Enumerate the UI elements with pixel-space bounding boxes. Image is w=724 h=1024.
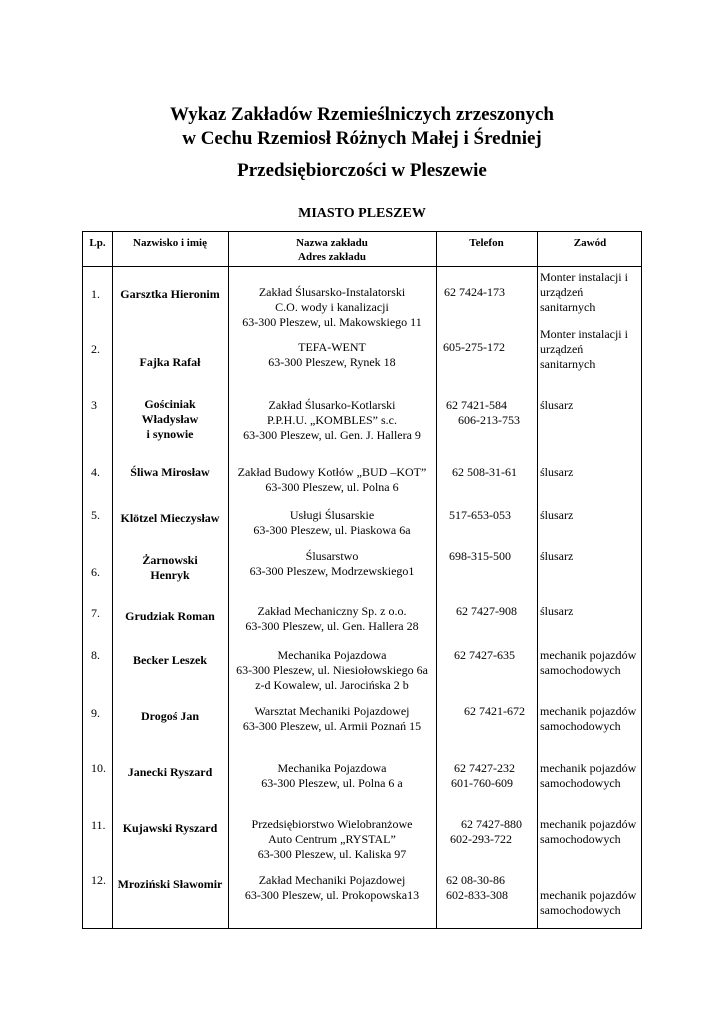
owner-name [112, 609, 228, 624]
company-address-line: 63-300 Pleszew, ul. Piaskowa 6a [253, 523, 411, 537]
row-number: 2. [91, 342, 100, 356]
company-address [228, 873, 436, 903]
trade [540, 549, 573, 564]
company-address-line: C.O. wody i kanalizacji [275, 300, 389, 314]
phone-number: 62 08-30-86 [446, 873, 505, 887]
owner-name-line: Śliwa Mirosław [130, 465, 210, 479]
trade-line: ślusarz [540, 508, 574, 522]
company-address-line: 63-300 Pleszew, Rynek 18 [268, 355, 396, 369]
trade-line: sanitarnych [540, 300, 596, 314]
header-phone: Telefon [469, 237, 504, 249]
owner-name-line: Żarnowski [142, 553, 198, 567]
row-number: 10. [91, 761, 106, 775]
trade-line: sanitarnych [540, 357, 596, 371]
trade-line: samochodowych [540, 903, 621, 917]
row-number: 4. [91, 465, 100, 479]
trade [540, 604, 573, 619]
trade-line: ślusarz [540, 604, 574, 618]
phone-number: 602-833-308 [446, 888, 508, 902]
trade [540, 648, 636, 678]
phone-number: 62 7427-908 [456, 604, 517, 618]
owner-name [112, 465, 228, 480]
company-address-line: Mechanika Pojazdowa [277, 648, 387, 662]
company-address-line: P.P.H.U. „KOMBLES” s.c. [266, 413, 397, 427]
trade-line: Monter instalacji i [540, 270, 628, 284]
trade [540, 270, 628, 315]
company-address-line: Przedsiębiorstwo Wielobranżowe [251, 817, 413, 831]
document-title-line-2: w Cechu Rzemiosł Różnych Małej i Średniej [182, 128, 542, 149]
trade-line: mechanik pojazdów [540, 761, 637, 775]
header-name: Nazwisko i imię [133, 237, 207, 249]
company-address-line: 63-300 Pleszew, ul. Armii Poznań 15 [242, 719, 422, 733]
owner-name [112, 821, 228, 836]
row-number: 11. [91, 818, 106, 832]
header-trade: Zawód [573, 237, 607, 249]
phone-number: 62 7421-584 [446, 398, 507, 412]
trade [540, 327, 628, 372]
trade-line: samochodowych [540, 663, 621, 677]
trade-line: urządzeń [540, 285, 584, 299]
owner-name [112, 709, 228, 724]
trade [540, 465, 573, 480]
owner-name-line: Henryk [150, 568, 190, 582]
trade [540, 398, 573, 413]
trade-line: mechanik pojazdów [540, 817, 637, 831]
company-address [228, 648, 436, 693]
section-subtitle: MIASTO PLESZEW [298, 206, 426, 221]
header-divider [83, 266, 641, 267]
trade-line: mechanik pojazdów [540, 648, 637, 662]
company-address-line: Zakład Ślusarsko-Instalatorski [258, 285, 406, 299]
header-company-line-1: Nazwa zakładu [296, 237, 368, 249]
owner-name-line: i synowie [146, 427, 194, 441]
company-address-line: 63-300 Pleszew, ul. Gen. J. Hallera 9 [243, 428, 421, 442]
owner-name-line: Garsztka Hieronim [120, 287, 220, 301]
company-address [228, 761, 436, 791]
owner-name [112, 511, 228, 526]
owner-name-line: Władysław [141, 412, 199, 426]
trade-line: ślusarz [540, 549, 574, 563]
company-address-line: 63-300 Pleszew, ul. Prokopowska13 [244, 888, 420, 902]
owner-name [112, 765, 228, 780]
header-company-line-2: Adres zakładu [298, 251, 366, 263]
company-address-line: TEFA-WENT [298, 340, 366, 354]
company-address-line: Zakład Mechaniki Pojazdowej [258, 873, 406, 887]
company-address-line: Zakład Mechaniczny Sp. z o.o. [257, 604, 407, 618]
header-lp: Lp. [89, 237, 106, 249]
document-title-line-1: Wykaz Zakładów Rzemieślniczych zrzeszonych [170, 104, 554, 125]
owner-name-line: Fajka Rafał [139, 355, 201, 369]
trade-line: mechanik pojazdów [540, 704, 637, 718]
phone-number: 62 7427-880 [461, 817, 522, 831]
owner-name [112, 653, 228, 668]
trade [540, 508, 573, 523]
row-number: 1. [91, 287, 100, 301]
row-number: 3 [91, 398, 97, 412]
row-number: 5. [91, 508, 100, 522]
row-number: 7. [91, 606, 100, 620]
phone-number: 62 508-31-61 [452, 465, 517, 479]
company-address [228, 465, 436, 495]
phone-number: 601-760-609 [451, 776, 513, 790]
trade-line: samochodowych [540, 832, 621, 846]
phone-number: 62 7427-635 [454, 648, 515, 662]
company-address [228, 549, 436, 579]
owner-name-line: Kujawski Ryszard [122, 821, 218, 835]
company-address-line: Auto Centrum „RYSTAL” [268, 832, 396, 846]
document-title-line-3: Przedsiębiorczości w Pleszewie [237, 160, 487, 181]
owner-name-line: Becker Leszek [132, 653, 208, 667]
company-address-line: Zakład Budowy Kotłów „BUD –KOT” [237, 465, 427, 479]
company-address-line: Usługi Ślusarskie [289, 508, 375, 522]
trade-line: samochodowych [540, 719, 621, 733]
company-address-line: 63-300 Pleszew, ul. Niesiołowskiego 6a [236, 663, 428, 677]
company-address-line: Zakład Ślusarko-Kotlarski [268, 398, 396, 412]
company-address-line: 63-300 Pleszew, ul. Gen. Hallera 28 [245, 619, 419, 633]
company-address [228, 704, 436, 734]
phone-number: 606-213-753 [458, 413, 520, 427]
owner-name [112, 553, 228, 583]
row-number: 8. [91, 648, 100, 662]
company-address-line: z-d Kowalew, ul. Jarocińska 2 b [255, 678, 409, 692]
row-number: 12. [91, 873, 106, 887]
owner-name-line: Gościniak [144, 397, 196, 411]
phone-number: 62 7427-232 [454, 761, 515, 775]
trade [540, 761, 636, 791]
owner-name-line: Klötzel Mieczysław [120, 511, 220, 525]
company-address-line: 63-300 Pleszew, ul. Polna 6 [265, 480, 399, 494]
company-address [228, 817, 436, 862]
owner-name [112, 287, 228, 302]
company-address-line: 63-300 Pleszew, ul. Kaliska 97 [257, 847, 407, 861]
trade-line: samochodowych [540, 776, 621, 790]
company-address-line: 63-300 Pleszew, ul. Makowskiego 11 [242, 315, 422, 329]
companies-table [82, 231, 642, 929]
owner-name-line: Janecki Ryszard [127, 765, 213, 779]
company-address [228, 398, 436, 443]
owner-name-line: Grudziak Roman [125, 609, 215, 623]
company-address [228, 604, 436, 634]
company-address-line: 63-300 Pleszew, ul. Polna 6 a [261, 776, 403, 790]
trade [540, 704, 636, 734]
company-address [228, 508, 436, 538]
header-company [228, 236, 436, 264]
trade-line: ślusarz [540, 465, 574, 479]
company-address-line: Ślusarstwo [305, 549, 359, 563]
column-divider [436, 232, 437, 928]
row-number: 6. [91, 565, 100, 579]
owner-name-line: Drogoś Jan [140, 709, 200, 723]
company-address-line: Mechanika Pojazdowa [277, 761, 387, 775]
phone-number: 602-293-722 [450, 832, 512, 846]
trade-line: Monter instalacji i [540, 327, 628, 341]
trade [540, 817, 636, 847]
phone-number: 62 7421-672 [464, 704, 525, 718]
owner-name [112, 877, 228, 892]
trade-line: urządzeń [540, 342, 584, 356]
phone-number: 62 7424-173 [444, 285, 505, 299]
phone-number: 605-275-172 [443, 340, 505, 354]
row-number: 9. [91, 706, 100, 720]
column-divider [537, 232, 538, 928]
company-address [228, 285, 436, 330]
owner-name [112, 355, 228, 370]
trade-line: ślusarz [540, 398, 574, 412]
owner-name-line: Mroziński Sławomir [117, 877, 223, 891]
phone-number: 698-315-500 [449, 549, 511, 563]
trade-line: mechanik pojazdów [540, 888, 637, 902]
company-address [228, 340, 436, 370]
company-address-line: Warsztat Mechaniki Pojazdowej [254, 704, 410, 718]
company-address-line: 63-300 Pleszew, Modrzewskiego1 [249, 564, 415, 578]
trade [540, 888, 636, 918]
phone-number: 517-653-053 [449, 508, 511, 522]
owner-name [112, 397, 228, 442]
